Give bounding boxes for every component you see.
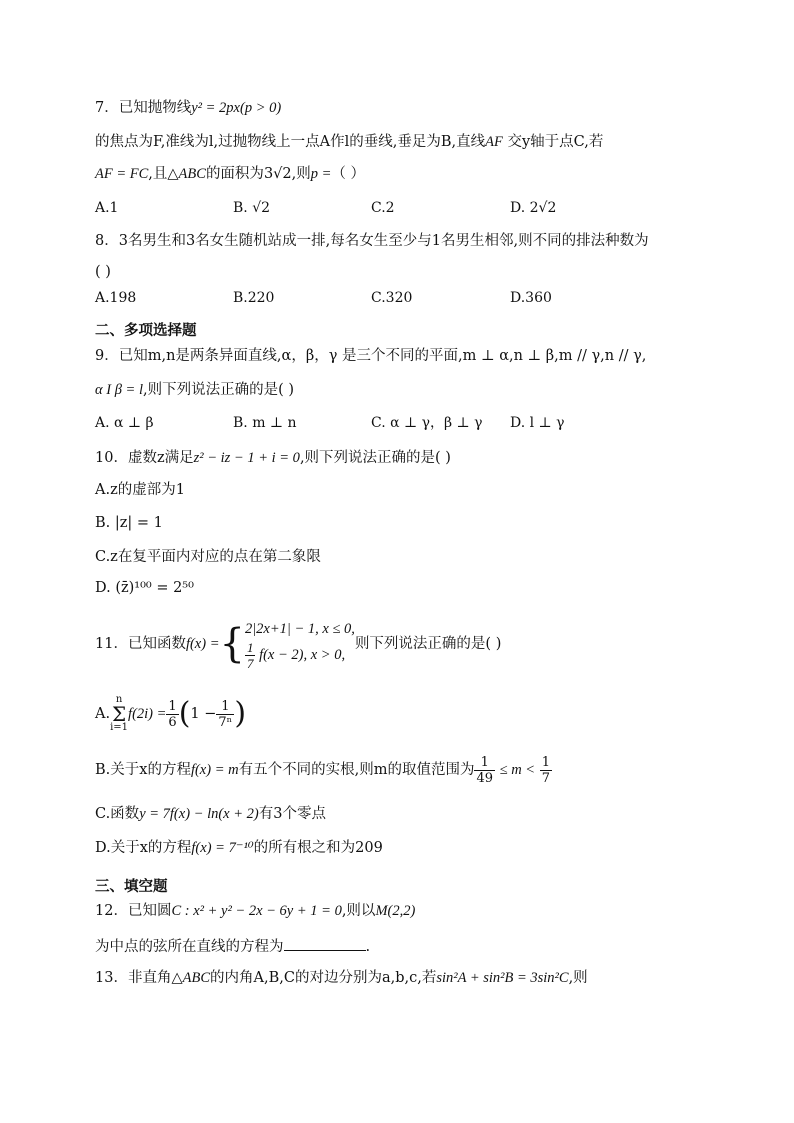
q8-option-b: B.220 (233, 290, 275, 306)
piecewise-brace: { (219, 621, 245, 667)
q9-option-a: A. α ⊥ β (95, 415, 154, 431)
parabola-formula: y² = 2px(p > 0) (191, 100, 282, 116)
q8-line2: ( ) (95, 264, 111, 280)
q7-line2: 的焦点为F,准线为l,过抛物线上一点A作l的垂线,垂足为B,直线AF 交y轴于点C,若 (95, 134, 604, 150)
q7-option-b: B. √2 (233, 200, 271, 216)
q8-line1: 8．3名男生和3名女生随机站成一排,每名女生至少与1名男生相邻,则不同的排法种数为 (95, 233, 649, 249)
q8-option-c: C.320 (371, 290, 413, 306)
q7-option-d: D. 2√2 (510, 200, 557, 216)
q7-line1: 7．已知抛物线y² = 2px(p > 0) (95, 100, 282, 116)
q7-line3: AF = FC,且△ABC的面积为3√2,则p =（ ） (95, 166, 366, 182)
q9-option-b: B. m ⊥ n (233, 415, 297, 431)
q11-option-b: B.关于x的方程f(x) = m有五个不同的实根,则m的取值范围为 $\frac{1}{49}$ ≤ m < $\frac{1}{7}$ (95, 754, 550, 786)
q7-option-c: C.2 (371, 200, 395, 216)
q9-line2: α I β = l,则下列说法正确的是( ) (95, 382, 295, 398)
q12-line1: 12．已知圆C : x² + y² − 2x − 6y + 1 = 0,则以M(2,2) (95, 903, 416, 919)
q13-line1: 13．非直角△ABC的内角A,B,C的对边分别为a,b,c,若sin²A + sin²B = 3sin²C,则 (95, 970, 588, 986)
section-2-heading: 二、多项选择题 (95, 323, 197, 339)
q9-option-d: D. l ⊥ γ (510, 415, 565, 431)
q11-option-a: A.n Σ i=1f(2i) = $\frac{1}{6}$ (1 − $\frac{1}{\text{7ⁿ}}$ ) (95, 694, 247, 733)
summation-symbol: n Σ i=1 (110, 694, 129, 733)
q7-option-a: A.1 (95, 200, 119, 216)
q9-line1: 9．已知m,n是两条异面直线,α，β，γ 是三个不同的平面,m ⊥ α,n ⊥ β,m // γ,n // γ, (95, 348, 647, 364)
q10-option-d: D. (z̄)¹⁰⁰ = 2⁵⁰ (95, 580, 194, 596)
piecewise-cases: 2|2x+1| − 1, x ≤ 0, $\frac{1}{7}$ f(x − 2), x > 0, (244, 620, 355, 671)
vector-equation: AF = FC (95, 166, 149, 182)
q10-option-b: B. |z| = 1 (95, 515, 163, 531)
q9-option-c: C. α ⊥ γ，β ⊥ γ (371, 415, 483, 431)
q10-option-c: C.z在复平面内对应的点在第二象限 (95, 549, 321, 565)
section-3-heading: 三、填空题 (95, 879, 168, 895)
q10-line1: 10．虚数z满足z² − iz − 1 + i = 0,则下列说法正确的是( ) (95, 450, 451, 466)
q10-option-a: A.z的虚部为1 (95, 482, 185, 498)
answer-blank[interactable] (284, 936, 366, 951)
q11-option-c: C.函数y = 7f(x) − ln(x + 2)有3个零点 (95, 806, 326, 822)
q12-line2: 为中点的弦所在直线的方程为 . (95, 936, 370, 958)
q11-option-d: D.关于x的方程f(x) = 7⁻¹⁰的所有根之和为209 (95, 840, 383, 856)
q11-stem: 11．已知函数f(x) ={ 2|2x+1| − 1, x ≤ 0, $\frac{1}{7}$ f(x − 2), x > 0, 则下列说法正确的是( ) (95, 612, 501, 676)
q8-option-d: D.360 (510, 290, 552, 306)
q8-option-a: A.198 (95, 290, 137, 306)
